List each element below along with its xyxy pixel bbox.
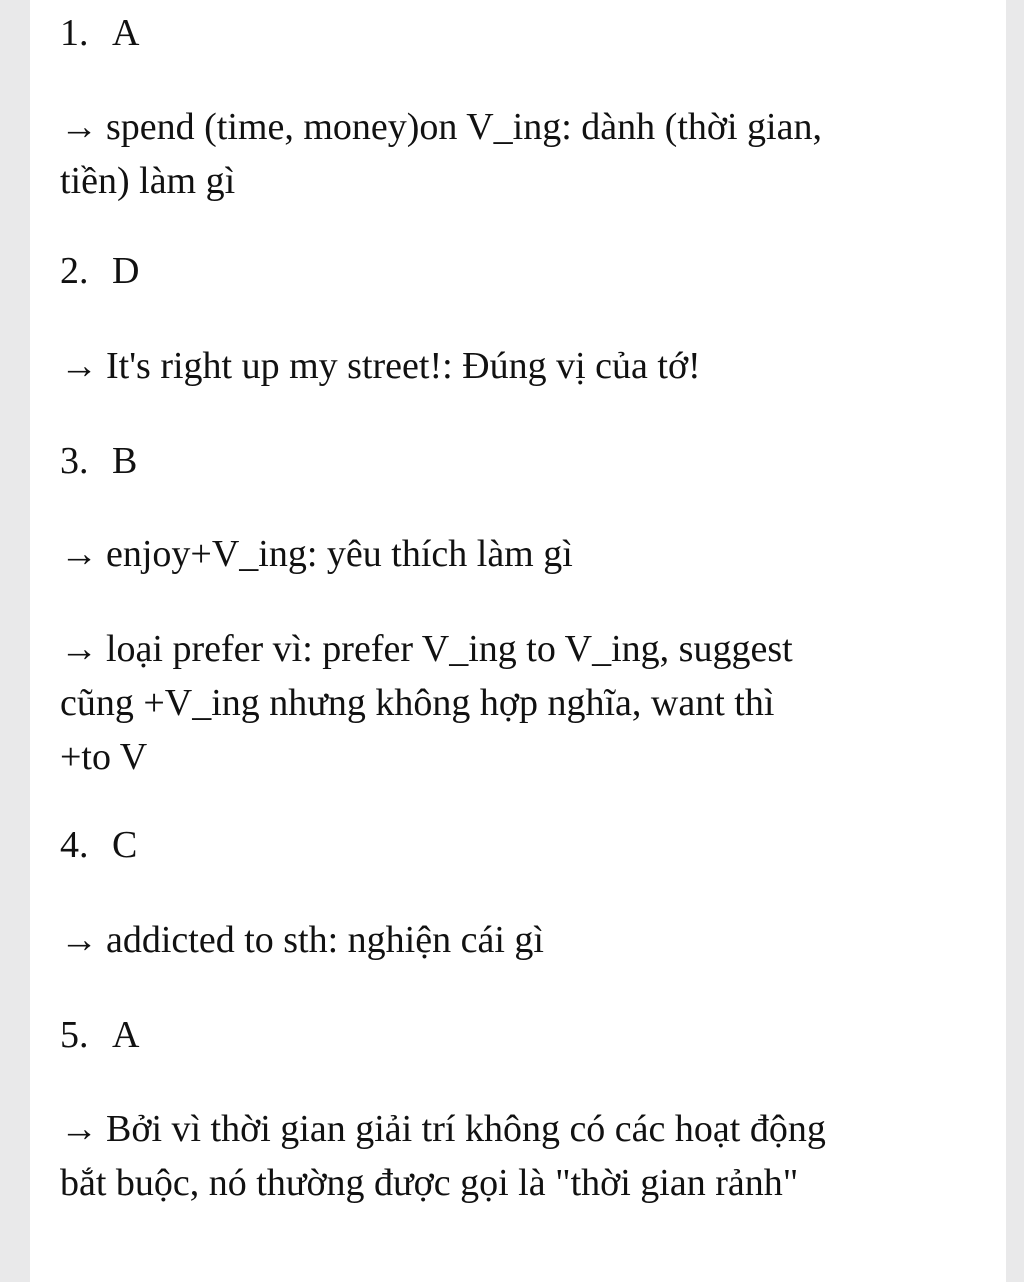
answer-choice: B [112, 440, 138, 482]
answer-4 [60, 818, 137, 872]
answer-sheet [30, 0, 1006, 1282]
note-text: It's right up my street!: Đúng vị của tớ! [106, 345, 701, 387]
answer-number: 3. [60, 440, 89, 482]
note-text: addicted to sth: nghiện cái gì [106, 919, 544, 961]
note-text: Bởi vì thời gian giải trí không có các hoạt động bắt buộc, nó thường được gọi là "thời gian rảnh" [60, 1108, 826, 1204]
answer-number: 5. [60, 1014, 89, 1056]
answer-3-note-1 [60, 527, 573, 581]
answer-choice: A [112, 1014, 140, 1056]
answer-1-note-1 [60, 100, 860, 208]
answer-3-note-2 [60, 622, 820, 784]
arrow-right-icon: → [60, 533, 98, 575]
note-text: enjoy+V_ing: yêu thích làm gì [106, 533, 573, 575]
answer-choice: A [112, 12, 140, 54]
answer-1 [60, 6, 139, 60]
answer-number: 2. [60, 250, 89, 292]
note-text: spend (time, money)on V_ing: dành (thời gian, tiền) làm gì [60, 106, 822, 202]
answer-choice: C [112, 824, 138, 866]
arrow-right-icon: → [60, 106, 98, 148]
answer-4-note-1 [60, 913, 544, 967]
answer-number: 4. [60, 824, 89, 866]
answer-3 [60, 434, 137, 488]
answer-2 [60, 244, 139, 298]
arrow-right-icon: → [60, 919, 98, 961]
answer-2-note-1 [60, 339, 701, 393]
answer-5 [60, 1008, 139, 1062]
answer-number: 1. [60, 12, 89, 54]
arrow-right-icon: → [60, 1108, 98, 1150]
note-text: loại prefer vì: prefer V_ing to V_ing, suggest cũng +V_ing nhưng không hợp nghĩa, want thì +to V [60, 628, 793, 778]
arrow-right-icon: → [60, 628, 98, 670]
answer-choice: D [112, 250, 140, 292]
arrow-right-icon: → [60, 345, 98, 387]
answer-5-note-1 [60, 1102, 850, 1210]
